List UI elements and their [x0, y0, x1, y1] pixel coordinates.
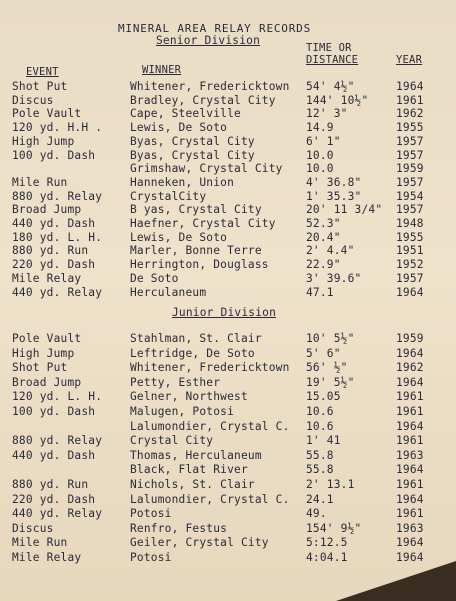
winner-cell: Thomas, Herculaneum — [130, 448, 262, 462]
event-cell: 220 yd. Dash — [12, 492, 96, 506]
mark-cell: 3' 39.6" — [306, 271, 362, 285]
year-cell: 1948 — [396, 217, 424, 230]
year-cell: 1961 — [396, 507, 424, 521]
event-cell: 120 yd. H.H . — [12, 121, 103, 135]
mark-cell: 4:04.1 — [306, 551, 348, 564]
event-cell: 880 yd. Relay — [12, 189, 103, 203]
mark-cell: 20' 11 3/4" — [306, 203, 383, 217]
year-cell: 1959 — [396, 162, 424, 176]
winner-cell: Potosi — [130, 507, 172, 521]
event-cell: 440 yd. Dash — [12, 448, 96, 462]
event-cell: 120 yd. L. H. — [12, 390, 103, 404]
mark-cell: 15.05 — [306, 390, 341, 404]
mark-cell: 24.1 — [306, 492, 334, 506]
year-cell: 1961 — [396, 478, 424, 491]
year-cell: 1963 — [396, 448, 424, 462]
sheet-title: MINERAL AREA RELAY RECORDS — [118, 22, 311, 35]
winner-cell: Geiler, Crystal City — [130, 536, 269, 550]
event-cell: 440 yd. Dash — [12, 217, 96, 230]
winner-cell: Renfro, Festus — [130, 521, 228, 535]
mark-cell: 56' ½" — [306, 361, 348, 375]
mark-cell: 10.6 — [306, 405, 334, 418]
year-cell: 1964 — [396, 419, 424, 433]
winner-cell: Hanneken, Union — [130, 175, 235, 189]
mark-cell: 20.4" — [306, 230, 341, 244]
winner-cell: Stahlman, St. Clair — [130, 332, 262, 345]
event-cell: 220 yd. Dash — [12, 258, 96, 272]
year-cell: 1964 — [396, 285, 424, 299]
winner-cell: Gelner, Northwest — [130, 390, 248, 404]
winner-cell: Malugen, Potosi — [130, 405, 235, 418]
time-or-header: TIME OR — [306, 42, 352, 54]
winner-cell: Byas, Crystal City — [130, 134, 255, 148]
mark-cell: 5' 6" — [306, 346, 341, 360]
event-cell: Mile Relay — [12, 271, 82, 285]
mark-cell: 10.6 — [306, 419, 334, 433]
winner-cell: CrystalCity — [130, 189, 207, 203]
mark-cell: 19' 5½" — [306, 375, 355, 389]
mark-cell: 54' 4½" — [306, 80, 355, 93]
year-cell: 1963 — [396, 521, 424, 535]
winner-cell: Marler, Bonne Terre — [130, 244, 262, 258]
event-cell: Shot Put — [12, 80, 68, 93]
winner-cell: Crystal City — [130, 434, 214, 448]
winner-cell: Bradley, Crystal City — [130, 93, 276, 107]
year-cell: 1957 — [396, 175, 424, 189]
event-cell: Broad Jump — [12, 203, 82, 217]
event-cell: Pole Vault — [12, 332, 82, 345]
event-cell: Pole Vault — [12, 107, 82, 121]
mark-cell: 49. — [306, 507, 327, 521]
winner-cell: Herculaneum — [130, 285, 207, 299]
year-cell: 1962 — [396, 361, 424, 375]
winner-cell: Byas, Crystal City — [130, 148, 255, 162]
event-cell: Discus — [12, 521, 54, 535]
mark-cell: 1' 41 — [306, 434, 341, 448]
event-cell: Mile Relay — [12, 551, 82, 564]
winner-cell: Lalumondier, Crystal C. — [130, 419, 290, 433]
year-cell: 1957 — [396, 134, 424, 148]
year-cell: 1955 — [396, 121, 424, 135]
event-cell: 440 yd. Relay — [12, 507, 103, 521]
event-cell: Discus — [12, 93, 54, 107]
year-cell: 1951 — [396, 244, 424, 258]
event-cell: 880 yd. Relay — [12, 434, 103, 448]
mark-cell: 22.9" — [306, 258, 341, 272]
winner-cell: Leftridge, De Soto — [130, 346, 255, 360]
event-cell: 880 yd. Run — [12, 478, 89, 491]
year-cell: 1961 — [396, 93, 424, 107]
year-cell: 1961 — [396, 434, 424, 448]
event-cell: 440 yd. Relay — [12, 285, 103, 299]
mark-cell: 4' 36.8" — [306, 175, 362, 189]
mark-cell: 144' 10½" — [306, 93, 369, 107]
winner-cell: Haefner, Crystal City — [130, 217, 276, 230]
year-cell: 1964 — [396, 463, 424, 477]
event-cell: 180 yd. L. H. — [12, 230, 103, 244]
winner-cell: Nichols, St. Clair — [130, 478, 255, 491]
year-cell: 1952 — [396, 258, 424, 272]
event-cell: 100 yd. Dash — [12, 405, 96, 418]
mark-cell: 10.0 — [306, 148, 334, 162]
year-cell: 1957 — [396, 271, 424, 285]
year-cell: 1964 — [396, 536, 424, 550]
junior-division-heading: Junior Division — [172, 306, 277, 319]
table-background — [336, 561, 456, 601]
winner-cell: Black, Flat River — [130, 463, 248, 477]
year-cell: 1964 — [396, 551, 424, 564]
winner-cell: Herrington, Douglass — [130, 258, 269, 272]
year-cell: 1964 — [396, 80, 424, 93]
winner-cell: Grimshaw, Crystal City — [130, 162, 283, 176]
year-cell: 1954 — [396, 189, 424, 203]
year-cell: 1964 — [396, 492, 424, 506]
mark-cell: 6' 1" — [306, 134, 341, 148]
event-cell: High Jump — [12, 134, 75, 148]
event-cell: Mile Run — [12, 175, 68, 189]
winner-cell: De Soto — [130, 271, 179, 285]
winner-cell: Cape, Steelville — [130, 107, 241, 121]
mark-cell: 52.3" — [306, 217, 341, 230]
senior-division-heading: Senior Division — [156, 34, 261, 47]
mark-cell: 55.8 — [306, 463, 334, 477]
winner-cell: B yas, Crystal City — [130, 203, 262, 217]
event-cell: Mile Run — [12, 536, 68, 550]
winner-cell: Lewis, De Soto — [130, 121, 228, 135]
mark-cell: 55.8 — [306, 448, 334, 462]
year-cell: 1957 — [396, 148, 424, 162]
mark-cell: 14.9 — [306, 121, 334, 135]
year-cell: 1961 — [396, 390, 424, 404]
year-cell: 1957 — [396, 203, 424, 217]
mark-cell: 10.0 — [306, 162, 334, 176]
year-cell: 1964 — [396, 375, 424, 389]
event-cell: High Jump — [12, 346, 75, 360]
year-cell: 1962 — [396, 107, 424, 121]
event-cell: Broad Jump — [12, 375, 82, 389]
year-cell: 1959 — [396, 332, 424, 345]
winner-cell: Lewis, De Soto — [130, 230, 228, 244]
winner-header: WINNER — [142, 64, 182, 76]
mark-cell: 2' 4.4" — [306, 244, 355, 258]
winner-cell: Whitener, Fredericktown — [130, 80, 290, 93]
event-cell: 880 yd. Run — [12, 244, 89, 258]
winner-cell: Potosi — [130, 551, 172, 564]
distance-header: DISTANCE — [306, 54, 359, 66]
mark-cell: 1' 35.3" — [306, 189, 362, 203]
mark-cell: 5:12.5 — [306, 536, 348, 550]
year-cell: 1961 — [396, 405, 424, 418]
year-cell: 1955 — [396, 230, 424, 244]
event-header: EVENT — [26, 66, 59, 78]
winner-cell: Lalumondier, Crystal C. — [130, 492, 290, 506]
year-header: YEAR — [396, 54, 423, 66]
event-cell: 100 yd. Dash — [12, 148, 96, 162]
mark-cell: 47.1 — [306, 285, 334, 299]
winner-cell: Petty, Esther — [130, 375, 221, 389]
event-cell: Shot Put — [12, 361, 68, 375]
mark-cell: 10' 5½" — [306, 332, 355, 345]
mark-cell: 154' 9½" — [306, 521, 362, 535]
mark-cell: 12' 3" — [306, 107, 348, 121]
year-cell: 1964 — [396, 346, 424, 360]
mark-cell: 2' 13.1 — [306, 478, 355, 491]
winner-cell: Whitener, Fredericktown — [130, 361, 290, 375]
